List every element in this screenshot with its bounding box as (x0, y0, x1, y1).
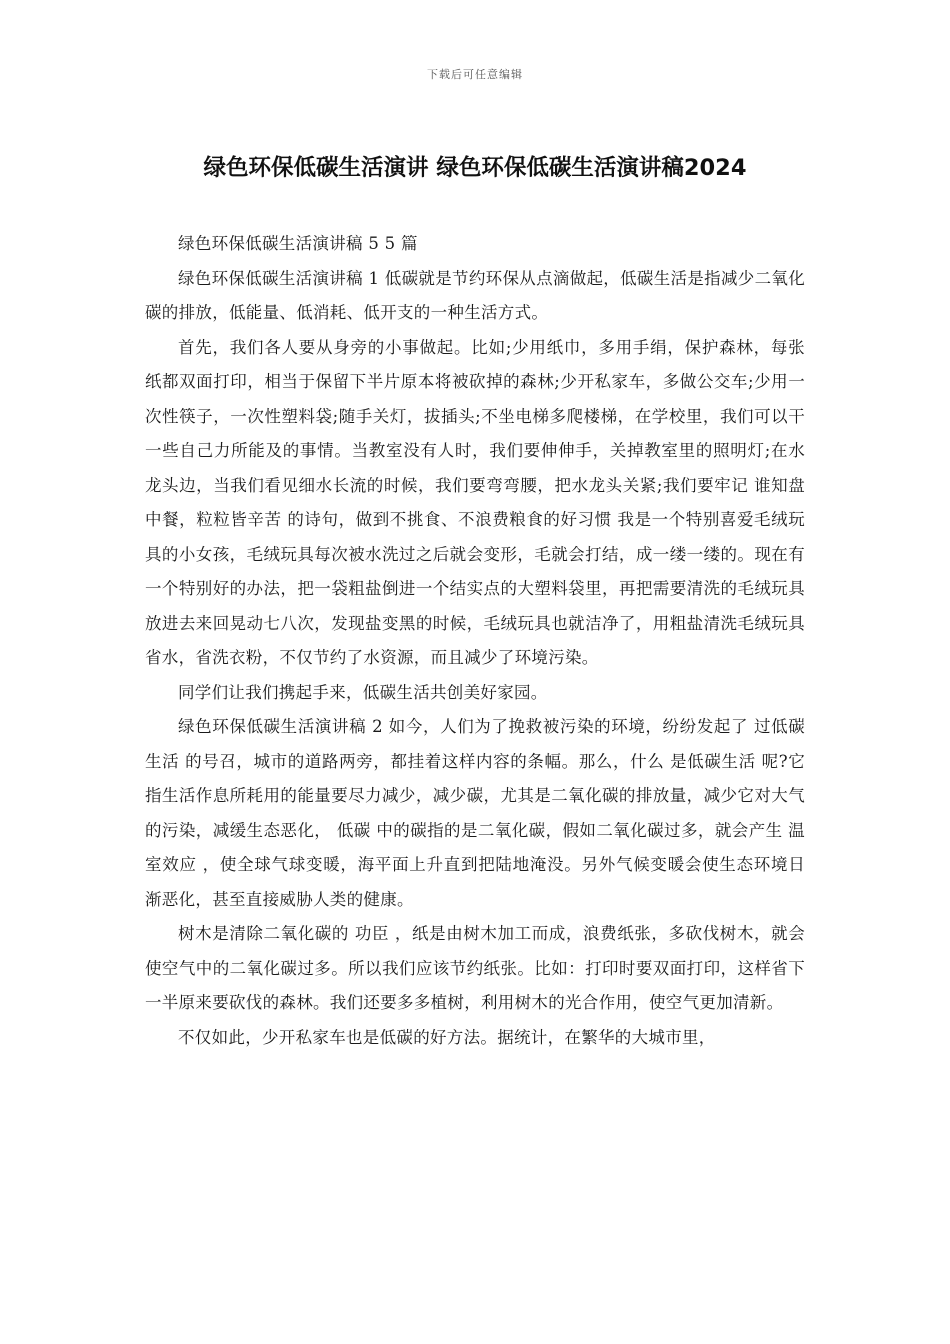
document-body (145, 227, 805, 1055)
header-note: 下载后可任意编辑 (427, 68, 523, 81)
document-title: 绿色环保低碳生活演讲 绿色环保低碳生活演讲稿2024 (203, 155, 747, 181)
paragraph: 树木是清除二氧化碳的 功臣 ，纸是由树木加工而成，浪费纸张，多砍伐树木，就会使空气中的二氧化碳过多。所以我们应该节约纸张。比如：打印时要双面打印，这样省下一半原来要砍伐的森林。我们还要多多植树，利用树木的光合作用，使空气更加清新。 (145, 924, 805, 1012)
paragraph: 绿色环保低碳生活演讲稿 1 低碳就是节约环保从点滴做起，低碳生活是指减少二氧化碳的排放，低能量、低消耗、低开支的一种生活方式。 (145, 268, 805, 322)
paragraph: 绿色环保低碳生活演讲稿 5 5 篇 (178, 234, 418, 253)
paragraph: 不仅如此，少开私家车也是低碳的好方法。据统计，在繁华的大城市里， (178, 1027, 716, 1047)
paragraph: 首先，我们各人要从身旁的小事做起。比如;少用纸巾，多用手绢，保护森林，每张纸都双面打印，相当于保留下半片原本将被砍掉的森林;少开私家车，多做公交车;少用一次性筷子，一次性塑料袋;随手关灯，拔插头;不坐电梯多爬楼梯，在学校里，我们可以干一些自己力所能及的事情。当教室没有人时，我们要伸伸手，关掉教室里的照明灯;在水龙头边，当我们看见细水长流的时候，我们要弯弯腰，把水龙头关紧;我们要牢记 谁知盘中餐，粒粒皆辛苦 的诗句，做到不挑食、不浪费粮食的好习惯 我是一个特别喜爱毛绒玩具的小女孩，毛绒玩具每次被水洗过之后就会变形，毛就会打结，成一缕一缕的。现在有一个特别好的办法，把一袋粗盐倒进一个结实点的大塑料袋里，再把需要清洗的毛绒玩具放进去来回晃动七八次，发现盐变黑的时候，毛绒玩具也就洁净了，用粗盐清洗毛绒玩具省水，省洗衣粉，不仅节约了水资源，而且减少了环境污染。 (145, 337, 805, 667)
paragraph: 同学们让我们携起手来，低碳生活共创美好家园。 (178, 682, 548, 702)
paragraph: 绿色环保低碳生活演讲稿 2 如今，人们为了挽救被污染的环境，纷纷发起了 过低碳生活 的号召，城市的道路两旁，都挂着这样内容的条幅。那么，什么 是低碳生活 呢?它指生活作息所耗用的能量要尽力减少，减少碳，尤其是二氧化碳的排放量，减少它对大气的污染，减缓生态恶化， 低碳 中的碳指的是二氧化碳，假如二氧化碳过多，就会产生 温室效应 ，使全球气球变暖，海平面上升直到把陆地淹没。另外气候变暖会使生态环境日渐恶化，甚至直接威胁人类的健康。 (145, 717, 805, 909)
